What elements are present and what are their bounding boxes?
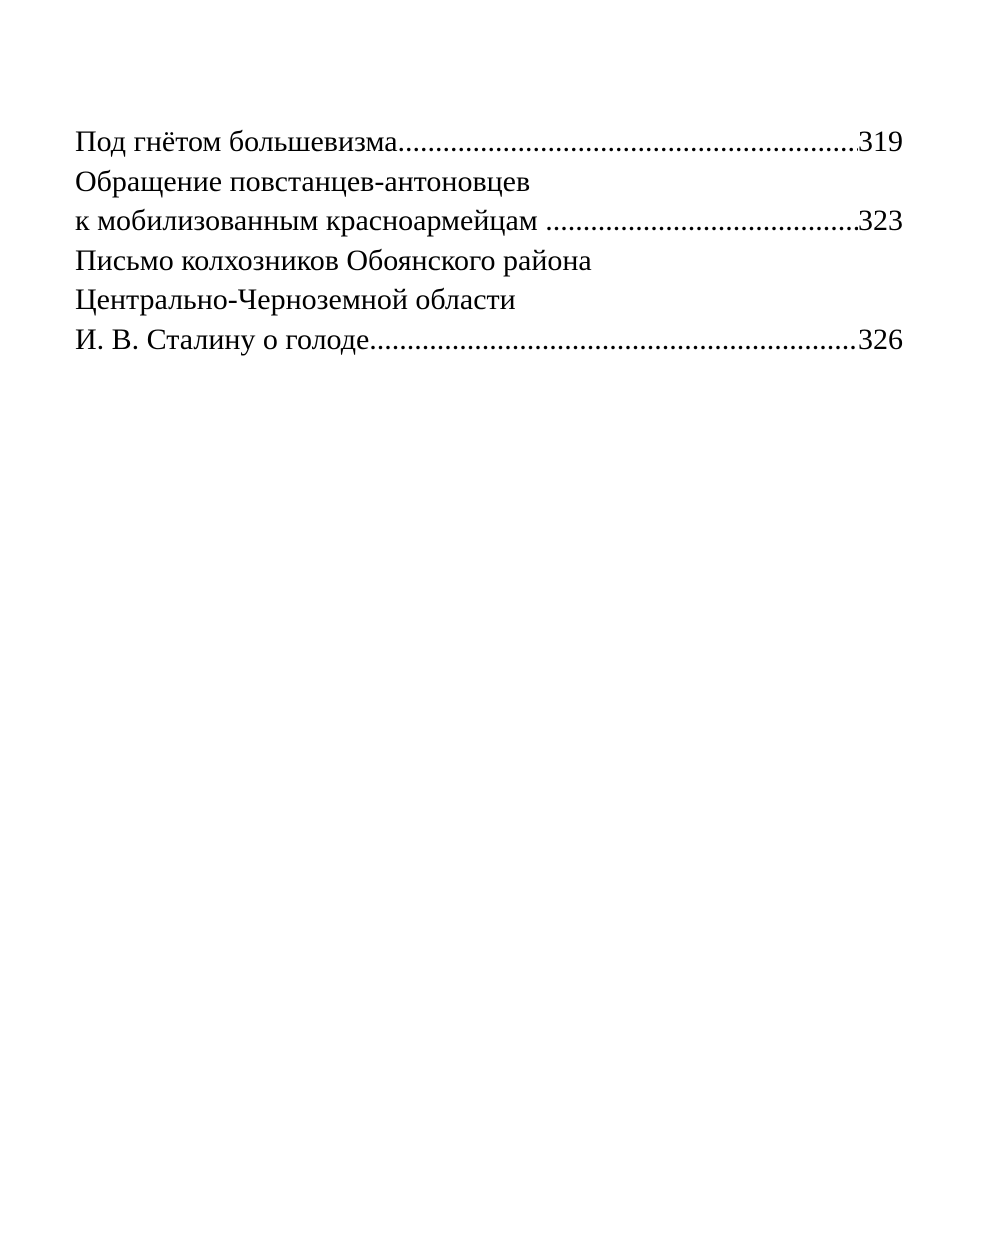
toc-entry-title: к мобилизованным красноармейцам	[75, 204, 546, 237]
toc-page-number: 319	[858, 125, 903, 158]
toc-entry-line	[75, 162, 903, 202]
toc-entry-line	[75, 320, 903, 360]
toc-entry-line	[75, 280, 903, 320]
dot-leader	[398, 122, 858, 162]
toc-entry-pod-gnetom	[75, 122, 903, 162]
toc-page-number: 323	[858, 204, 903, 237]
toc-entry-pismo	[75, 241, 903, 360]
toc-entry-title: Обращение повстанцев-антоновцев	[75, 164, 531, 198]
dot-leader	[545, 201, 858, 241]
toc-entry-title: Под гнётом большевизма	[75, 125, 398, 158]
table-of-contents	[75, 122, 903, 359]
dot-leader	[369, 320, 858, 360]
toc-entry-title: Письмо колхозников Обоянского района	[75, 243, 592, 277]
toc-entry-title: Центрально-Черноземной области	[75, 283, 516, 316]
toc-entry-line	[75, 241, 903, 281]
toc-entry-title: И. В. Сталину о голоде	[75, 322, 370, 356]
toc-entry-obrashchenie	[75, 162, 903, 241]
toc-page-number: 326	[858, 322, 903, 356]
toc-entry-line	[75, 201, 903, 241]
toc-entry-line	[75, 122, 903, 162]
